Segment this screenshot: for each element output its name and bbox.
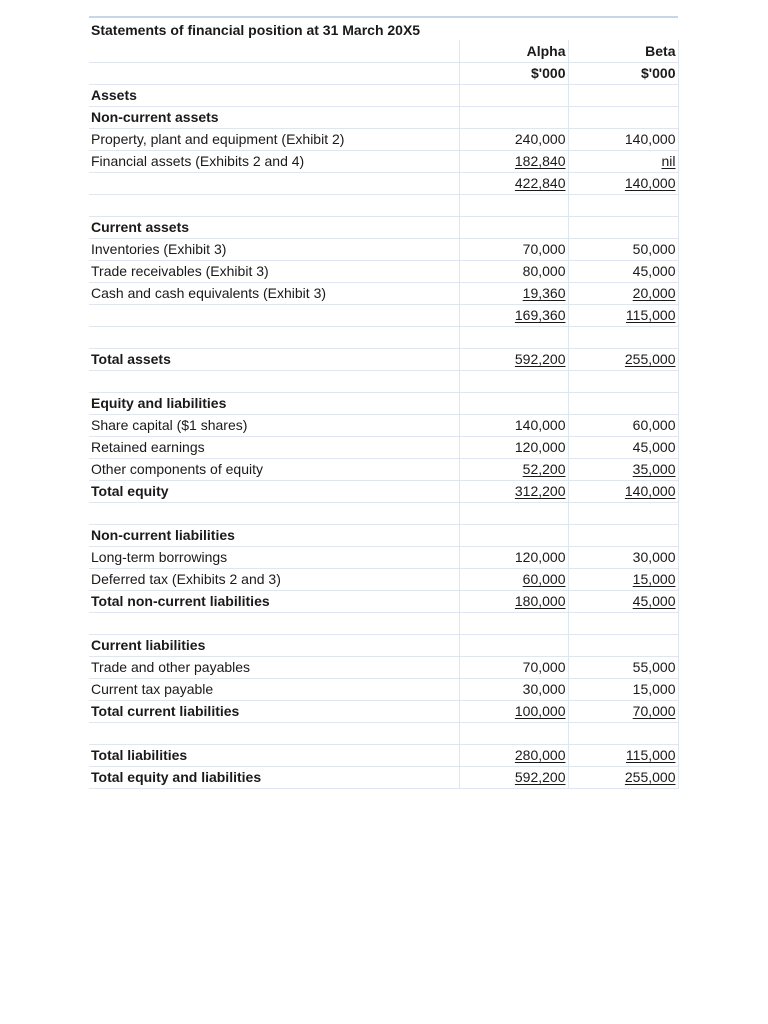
alpha-value <box>459 84 568 106</box>
row-label: Current assets <box>89 216 459 238</box>
statement-row <box>89 546 678 568</box>
spacer-row <box>89 370 678 392</box>
row-label <box>89 370 459 392</box>
column-unit-beta: $'000 <box>568 62 678 84</box>
row-label: Non-current assets <box>89 106 459 128</box>
beta-value <box>568 678 678 700</box>
alpha-value <box>459 480 568 502</box>
beta-amount: 55,000 <box>632 659 676 675</box>
beta-amount: 35,000 <box>632 461 676 477</box>
row-label: Retained earnings <box>89 436 459 458</box>
financial-statement-sheet <box>89 16 678 789</box>
beta-value <box>568 436 678 458</box>
alpha-value <box>459 172 568 194</box>
beta-amount: 140,000 <box>624 175 676 191</box>
beta-value <box>568 546 678 568</box>
beta-amount: nil <box>661 153 676 169</box>
beta-amount: 140,000 <box>624 483 676 499</box>
alpha-amount: 80,000 <box>522 263 566 279</box>
alpha-value <box>459 150 568 172</box>
row-label: Current tax payable <box>89 678 459 700</box>
alpha-amount: 120,000 <box>514 439 566 455</box>
alpha-amount: 140,000 <box>514 417 566 433</box>
beta-amount: 255,000 <box>624 351 676 367</box>
alpha-value <box>459 194 568 216</box>
statement-row <box>89 436 678 458</box>
spacer-row <box>89 326 678 348</box>
row-label <box>89 722 459 744</box>
row-label <box>89 304 459 326</box>
statement-row <box>89 744 678 766</box>
row-label: Assets <box>89 84 459 106</box>
row-label: Inventories (Exhibit 3) <box>89 238 459 260</box>
row-label: Share capital ($1 shares) <box>89 414 459 436</box>
row-label: Total assets <box>89 348 459 370</box>
alpha-amount: 592,200 <box>514 351 566 367</box>
row-label: Total non-current liabilities <box>89 590 459 612</box>
alpha-value <box>459 524 568 546</box>
beta-value <box>568 216 678 238</box>
beta-value <box>568 700 678 722</box>
alpha-amount: 60,000 <box>522 571 566 587</box>
beta-value <box>568 414 678 436</box>
alpha-value <box>459 722 568 744</box>
beta-value <box>568 568 678 590</box>
beta-amount: 45,000 <box>632 593 676 609</box>
row-label: Cash and cash equivalents (Exhibit 3) <box>89 282 459 304</box>
alpha-value <box>459 502 568 524</box>
beta-value <box>568 590 678 612</box>
statement-row <box>89 656 678 678</box>
statement-row <box>89 480 678 502</box>
beta-value <box>568 106 678 128</box>
alpha-value <box>459 282 568 304</box>
alpha-amount: 70,000 <box>522 241 566 257</box>
alpha-amount: 169,360 <box>514 307 566 323</box>
alpha-value <box>459 546 568 568</box>
beta-value <box>568 304 678 326</box>
beta-value <box>568 84 678 106</box>
statement-row <box>89 348 678 370</box>
alpha-amount: 70,000 <box>522 659 566 675</box>
statement-row <box>89 524 678 546</box>
alpha-value <box>459 304 568 326</box>
statement-row <box>89 678 678 700</box>
statement-row <box>89 260 678 282</box>
statement-row <box>89 282 678 304</box>
beta-amount: 115,000 <box>625 307 676 323</box>
row-label: Total equity and liabilities <box>89 766 459 788</box>
alpha-value <box>459 348 568 370</box>
alpha-value <box>459 766 568 788</box>
row-label <box>89 194 459 216</box>
alpha-amount: 180,000 <box>514 593 566 609</box>
alpha-amount: 240,000 <box>514 131 566 147</box>
alpha-value <box>459 260 568 282</box>
statement-row <box>89 84 678 106</box>
alpha-value <box>459 744 568 766</box>
alpha-value <box>459 590 568 612</box>
spacer-row <box>89 612 678 634</box>
column-header-alpha: Alpha <box>459 40 568 62</box>
row-label: Other components of equity <box>89 458 459 480</box>
statement-row <box>89 414 678 436</box>
statement-row <box>89 458 678 480</box>
beta-amount: 45,000 <box>632 439 676 455</box>
beta-value <box>568 370 678 392</box>
beta-value <box>568 194 678 216</box>
row-label <box>89 326 459 348</box>
beta-value <box>568 238 678 260</box>
row-label: Trade receivables (Exhibit 3) <box>89 260 459 282</box>
alpha-amount: 52,200 <box>522 461 566 477</box>
statement-row <box>89 590 678 612</box>
beta-amount: 15,000 <box>632 571 676 587</box>
alpha-value <box>459 568 568 590</box>
header-label-cell <box>89 62 459 84</box>
beta-value <box>568 722 678 744</box>
statement-title: Statements of financial position at 31 March 20X5 <box>89 16 678 40</box>
beta-value <box>568 392 678 414</box>
statement-row <box>89 150 678 172</box>
column-unit-alpha: $'000 <box>459 62 568 84</box>
header-row-company <box>89 40 678 62</box>
statement-row <box>89 304 678 326</box>
alpha-amount: 312,200 <box>514 483 566 499</box>
alpha-value <box>459 678 568 700</box>
beta-amount: 60,000 <box>632 417 676 433</box>
alpha-value <box>459 216 568 238</box>
beta-amount: 255,000 <box>624 769 676 785</box>
statement-row <box>89 766 678 788</box>
beta-amount: 45,000 <box>632 263 676 279</box>
row-label: Total current liabilities <box>89 700 459 722</box>
alpha-amount: 280,000 <box>514 747 566 763</box>
column-header-beta: Beta <box>568 40 678 62</box>
spacer-row <box>89 502 678 524</box>
alpha-value <box>459 128 568 150</box>
statement-row <box>89 568 678 590</box>
statement-row <box>89 216 678 238</box>
spacer-row <box>89 194 678 216</box>
statement-row <box>89 172 678 194</box>
beta-value <box>568 612 678 634</box>
alpha-value <box>459 414 568 436</box>
row-label <box>89 612 459 634</box>
row-label <box>89 502 459 524</box>
alpha-amount: 422,840 <box>514 175 566 191</box>
statement-row <box>89 128 678 150</box>
alpha-value <box>459 238 568 260</box>
beta-value <box>568 260 678 282</box>
beta-amount: 70,000 <box>632 703 676 719</box>
beta-value <box>568 458 678 480</box>
alpha-value <box>459 392 568 414</box>
row-label: Total liabilities <box>89 744 459 766</box>
beta-value <box>568 172 678 194</box>
beta-amount: 20,000 <box>632 285 676 301</box>
beta-amount: 115,000 <box>625 747 676 763</box>
beta-value <box>568 766 678 788</box>
alpha-value <box>459 436 568 458</box>
row-label: Non-current liabilities <box>89 524 459 546</box>
row-label: Financial assets (Exhibits 2 and 4) <box>89 150 459 172</box>
alpha-amount: 120,000 <box>514 549 566 565</box>
beta-amount: 30,000 <box>632 549 676 565</box>
alpha-amount: 182,840 <box>514 153 566 169</box>
row-label <box>89 172 459 194</box>
beta-amount: 15,000 <box>632 681 676 697</box>
beta-value <box>568 524 678 546</box>
alpha-amount: 592,200 <box>514 769 566 785</box>
header-label-cell <box>89 40 459 62</box>
alpha-value <box>459 634 568 656</box>
alpha-value <box>459 612 568 634</box>
row-label: Property, plant and equipment (Exhibit 2) <box>89 128 459 150</box>
alpha-amount: 19,360 <box>522 285 566 301</box>
beta-value <box>568 744 678 766</box>
beta-amount: 50,000 <box>632 241 676 257</box>
statement-row <box>89 106 678 128</box>
alpha-value <box>459 326 568 348</box>
statement-row <box>89 392 678 414</box>
alpha-value <box>459 106 568 128</box>
alpha-value <box>459 700 568 722</box>
row-label: Total equity <box>89 480 459 502</box>
beta-value <box>568 326 678 348</box>
statement-row <box>89 634 678 656</box>
beta-value <box>568 634 678 656</box>
beta-value <box>568 656 678 678</box>
row-label: Trade and other payables <box>89 656 459 678</box>
alpha-amount: 100,000 <box>514 703 566 719</box>
beta-value <box>568 282 678 304</box>
row-label: Long-term borrowings <box>89 546 459 568</box>
alpha-value <box>459 370 568 392</box>
row-label: Current liabilities <box>89 634 459 656</box>
beta-value <box>568 150 678 172</box>
beta-value <box>568 502 678 524</box>
spacer-row <box>89 722 678 744</box>
alpha-amount: 30,000 <box>522 681 566 697</box>
statement-row <box>89 700 678 722</box>
header-row-unit <box>89 62 678 84</box>
beta-value <box>568 348 678 370</box>
beta-value <box>568 128 678 150</box>
financial-position-table <box>89 40 679 789</box>
row-label: Equity and liabilities <box>89 392 459 414</box>
row-label: Deferred tax (Exhibits 2 and 3) <box>89 568 459 590</box>
alpha-value <box>459 656 568 678</box>
alpha-value <box>459 458 568 480</box>
statement-row <box>89 238 678 260</box>
beta-value <box>568 480 678 502</box>
beta-amount: 140,000 <box>624 131 676 147</box>
